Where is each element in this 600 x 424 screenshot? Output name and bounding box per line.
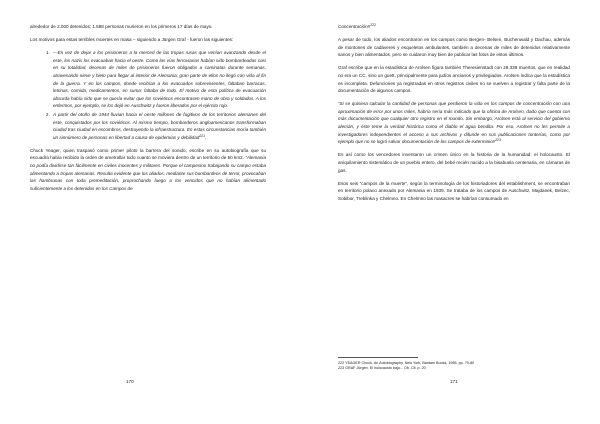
right-text-column <box>338 23 570 208</box>
right-paragraph-3: Graf escribe que en la estadística de Arolsen figura también Theresienstadt con 29.339 muertos, que en realidad no era un CC, sino un guett, principalmente para judíos ancianos y privilegiados. Arolsen indica que la estadística es incompleta. Defunciones ya registradas en otros registros civiles no se vuelven a registrar y falta parte de la documentación de algunos campos. <box>338 65 570 94</box>
right-page <box>300 0 600 424</box>
right-paragraph-1 <box>338 23 570 31</box>
right-quote-paragraph <box>338 100 570 146</box>
right-paragraph-2: A pesar de todo, los aliados encontraron en los campos como Bergen- Belsen, Buchenwald y Dachau, además de montones de cadáveres y esqueletos ambulantes, también a decenas de miles de detenidos relativamente sanos y bien alimentados, pero se cuidaron muy bien de publicar las fotos de estos últimos. <box>338 37 570 58</box>
list-item-text: A partir del otoño de 1944 lluvian hacia el oeste millones de fugitivos de los territorios alemanes del este, conquistados por los soviéticos. Al mismo tiempo, bombarderos angloamericanos transformaban ciudad tras ciudad en escombros, destruyendo la infraestructura. En estas circunstancias moría también un sinnúmero de personas en libertad a causa de epidemias y debilidad <box>53 111 266 140</box>
left-paragraph-1: alrededor de 2.000 detenidos; 1.588 personas murieron en los primeros 17 días de mayo. <box>30 24 213 29</box>
footnote-ref: 223 <box>495 138 501 143</box>
left-paragraph-3 <box>30 147 266 193</box>
list-item: 2. A partir del otoño de 1944 lluvian hacia el oeste millones de fugitivos de los territorios alemanes del este, conquistados por los soviéticos. Al mismo tiempo, bombarderos angloamericanos transformaban ciudad tras ciudad en escombros, destruyendo la infraestructura. En estas circunstancias moría también un sinnúmero de personas en libertad a causa de epidemias y debilidad$^{221}$. <box>51 111 266 141</box>
footnote-ref: 221 <box>199 133 206 138</box>
list-item-text: —En vez de dejar a los prisioneros a la merced de las tropas rusas que venían avanzando desde el este, los nazis los evacuaban hacia el oeste. Como las vías ferroviarias habían sido bombardeadas casi en su totalidad, decenas de miles de prisioneros fueron obligados a caminatas durante semanas, atravesando nieve y hielo para llegar al interior de Alemania; gran parte de ellos no llegó con vida al fin de la guerra. Y en los campos, donde recibían a los evacuados sobrevivientes, faltaban barracas, letrinas, comida, medicamentos, en suma: faltaba de todo. El motivo de esta política de evacuación absurda había sido que se quería evitar que los soviéticos encontrasen mano de obra y soldados. A los enfermos, por ejemplo, se los dejó en Auschwitz y fueron liberados por el ejército rojo. <box>53 50 266 109</box>
page-number-right: 171 <box>450 379 458 384</box>
footnote: 222 YEAGER Chuck. An Autobiography, New York, Bantam Books, 1985, pp. 79-80 <box>338 361 475 365</box>
footnote: 223 GRAF Jürgen. El holocausto bajo... Ob. Cit. p. 20 <box>338 366 426 371</box>
continued-quote-end: Concentración!! <box>338 24 371 29</box>
right-paragraph-5: Esos seis “campos de la muerte”, según la terminología de los historiadores del establishment, se encontraban en territorio polaco anexado por Alemania en 1939. Se trataba de los campos de Auschwitz, Majdanek, Belzec, Sobibor, Treblinka y Chelmno. En Chelmno las masacres se habrían consumado en <box>338 180 570 201</box>
page-number-left: 170 <box>126 379 134 384</box>
left-paragraph-2: Los motivos para estas terribles muertes en masa – siguiendo a Jürgen Graf - fueron las siguientes: <box>30 37 234 43</box>
footnote-ref: 222 <box>370 23 376 27</box>
footnotes <box>338 361 570 372</box>
footnote-divider <box>338 357 418 358</box>
causes-list <box>30 49 266 141</box>
list-item <box>51 49 266 110</box>
right-paragraph-4: Es así como los vencedores inventaron un crimen único en la historia de la humanidad: el holocausto. El aniquilamiento sistemático de un pueblo entero, del bebé recién nacido a la bisabuela centenaria, en cámaras de gas. <box>338 152 570 173</box>
arolsen-quote: “Si se quisiera calcular la cantidad de personas que perdieron la vida en los campos de concentración con una aproximación de error por unos miles, habría sería más indicado que la oficina de Arolsen, dado que cuenta con más documentación que cualquier otro registro en el mundo. Sin embargo, Arolsen está al servicio del gobierno alemán, y éste teme la verdad histórica como el diablo el agua bendita. Por eso, Arolsen no les permite a investigadores independientes el acceso a sus archivos y difunde en sus publicaciones tonterías, como por ejemplo que no se logró salvar documentación de los campos de exterminio!! <box>338 101 570 145</box>
yeager-quote: “Alemania no podía dividirse tan fácilmente en civiles inocentes y militares. Porque el campesino trabajando su campo estaba alimentando a tropas alemanas. Resulta evidente que los aliados, mediante sus bombardeos de terror, provocaban las hambrunas con toda premeditación, proprochando luego a los vencidos que no habían alimentado suficientemente a los detenidos en los Campos de <box>30 155 266 191</box>
left-text-column <box>30 23 266 198</box>
yeager-paragraph-text: Chuck Yeager, quien traspasó como primer piloto la barrera del sonido, escribe en su autobiografía que su escuadra había recibido la orden de ametrallar todo cuanto se moviera dentro de un territorio de 50 km2. <box>30 147 266 161</box>
